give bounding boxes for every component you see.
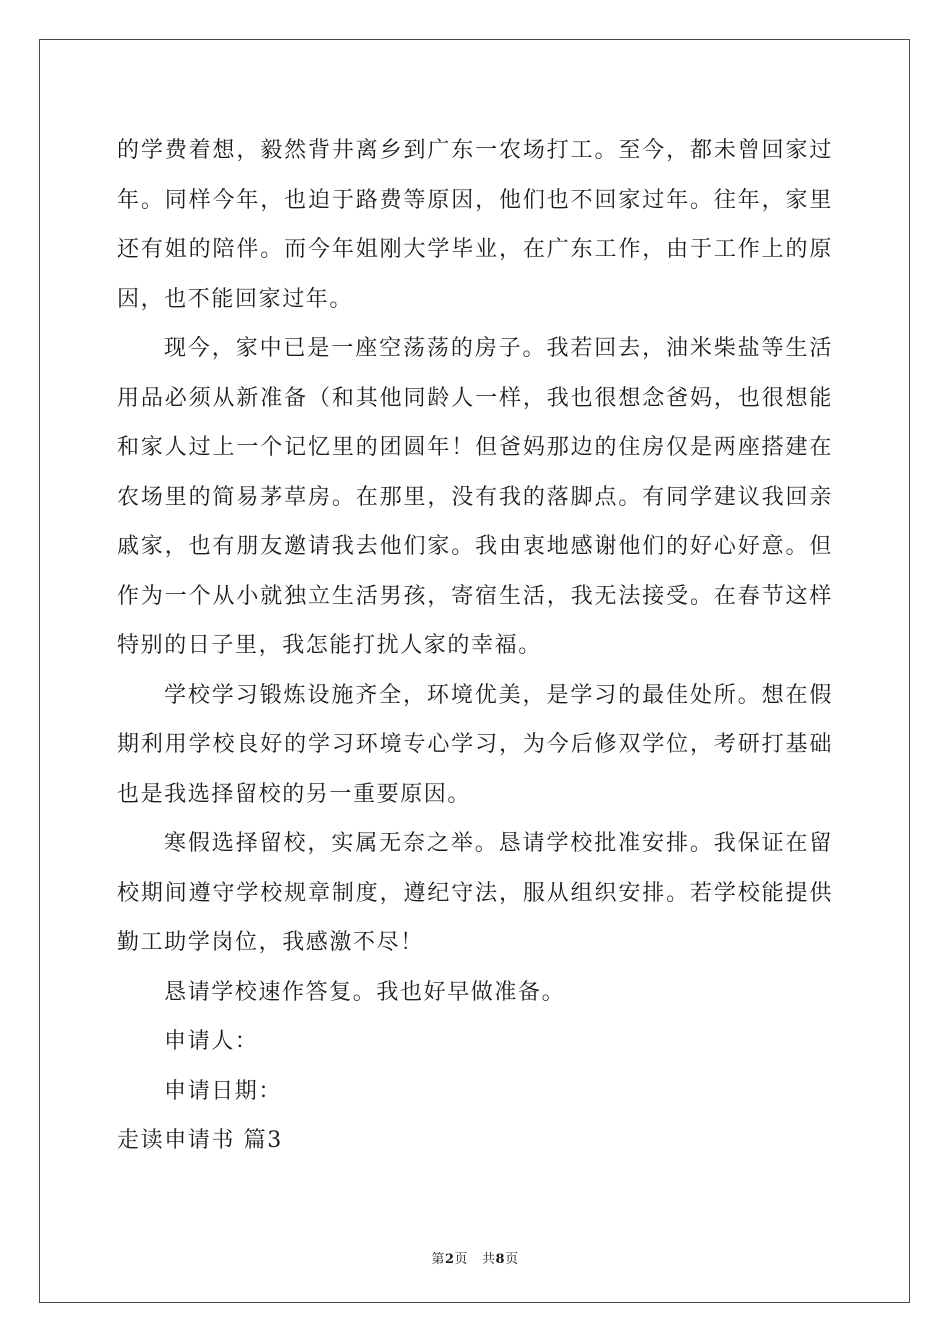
total-prefix: 共 <box>482 1252 496 1267</box>
applicant-label: 申请人： <box>164 1029 259 1054</box>
paragraph-5: 恳请学校速作答复。我也好早做准备。 <box>164 979 566 1005</box>
current-page-number: 2 <box>444 1252 455 1267</box>
date-label: 申请日期： <box>164 1078 283 1104</box>
page-suffix: 页 <box>454 1252 468 1267</box>
paragraph-1: 的学费着想，毅然背井离乡到广东一农场打工。至今，都未曾回家过年。同样今年，也迫于路费等原因，他们也不回家过年。往年，家里还有姐的陪伴。而今年姐刚大学毕业，在广东工作，由于工作上的原因，也不能回家过年。 <box>117 138 833 312</box>
page-prefix: 第 <box>431 1252 445 1267</box>
paragraph-2: 现今，家中已是一座空荡荡的房子。我若回去，油米柴盐等生活用品必须从新准备（和其他同龄人一样，我也很想念爸妈，也很想能和家人过上一个记忆里的团圆年！但爸妈那边的住房仅是两座搭建在农场里的简易茅草房。在那里，没有我的落脚点。有同学建议我回亲戚家，也有朋友邀请我去他们家。我由衷地感谢他们的好心好意。但作为一个从小就独立生活男孩，寄宿生活，我无法接受。在春节这样特别的日子里，我怎能打扰人家的幸福。 <box>117 336 833 658</box>
page-footer <box>0 1248 950 1267</box>
document-body <box>117 126 833 1166</box>
paragraph-4: 寒假选择留校，实属无奈之举。恳请学校批准安排。我保证在留校期间遵守学校规章制度，遵纪守法，服从组织安排。若学校能提供勤工助学岗位，我感激不尽！ <box>117 831 833 955</box>
paragraph-3: 学校学习锻炼设施齐全，环境优美，是学习的最佳处所。想在假期利用学校良好的学习环境专心学习，为今后修双学位，考研打基础也是我选择留校的另一重要原因。 <box>117 682 833 807</box>
total-pages-number: 8 <box>495 1252 506 1267</box>
section-heading: 走读申请书 篇3 <box>117 1128 283 1153</box>
total-suffix: 页 <box>505 1252 519 1267</box>
